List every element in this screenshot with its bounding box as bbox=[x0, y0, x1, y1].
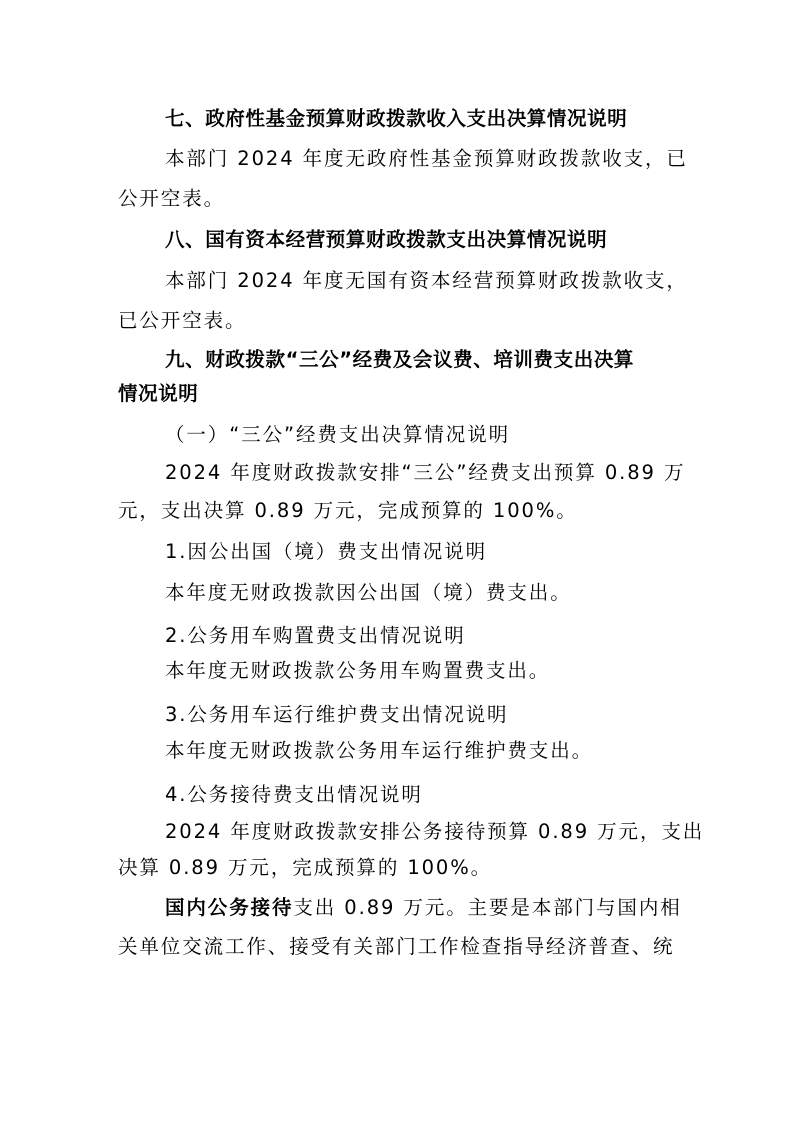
bold-lead: 国内公务接待 bbox=[165, 896, 294, 919]
paragraph-line: 本部门 2024 年度无政府性基金预算财政拨款收支，已 bbox=[165, 147, 688, 170]
item-heading-4: 4.公务接待费支出情况说明 bbox=[165, 783, 423, 806]
item-heading-3: 3.公务用车运行维护费支出情况说明 bbox=[165, 703, 509, 726]
section-heading-8: 八、国有资本经营预算财政拨款支出决算情况说明 bbox=[165, 228, 608, 251]
section-heading-9: 九、财政拨款“三公”经费及会议费、培训费支出决算 bbox=[165, 348, 635, 371]
paragraph-line: 本年度无财政拨款因公出国（境）费支出。 bbox=[165, 581, 572, 604]
paragraph-line: 本年度无财政拨款公务用车购置费支出。 bbox=[165, 659, 551, 682]
subsection-heading: （一）“三公”经费支出决算情况说明 bbox=[165, 423, 511, 446]
paragraph-text: 支出 0.89 万元。主要是本部门与国内相 bbox=[293, 896, 682, 919]
paragraph-line: 本部门 2024 年度无国有资本经营预算财政拨款收支， bbox=[165, 269, 688, 292]
paragraph-line: 2024 年度财政拨款安排“三公”经费支出预算 0.89 万 bbox=[165, 461, 686, 484]
item-heading-1: 1.因公出国（境）费支出情况说明 bbox=[165, 540, 488, 563]
paragraph-line: 已公开空表。 bbox=[118, 309, 247, 332]
section-heading-7: 七、政府性基金预算财政拨款收入支出决算情况说明 bbox=[165, 107, 628, 130]
section-heading-9-cont: 情况说明 bbox=[118, 382, 199, 405]
paragraph-line: 本年度无财政拨款公务用车运行维护费支出。 bbox=[165, 739, 594, 762]
paragraph-line: 决算 0.89 万元，完成预算的 100%。 bbox=[118, 856, 493, 879]
paragraph-line: 公开空表。 bbox=[118, 187, 226, 210]
item-heading-2: 2.公务用车购置费支出情况说明 bbox=[165, 624, 466, 647]
paragraph-line bbox=[165, 895, 682, 921]
paragraph-line: 关单位交流工作、接受有关部门工作检查指导经济普查、统 bbox=[118, 935, 675, 958]
paragraph-line: 元，支出决算 0.89 万元，完成预算的 100%。 bbox=[118, 499, 578, 522]
paragraph-line: 2024 年度财政拨款安排公务接待预算 0.89 万元，支出 bbox=[165, 820, 705, 843]
